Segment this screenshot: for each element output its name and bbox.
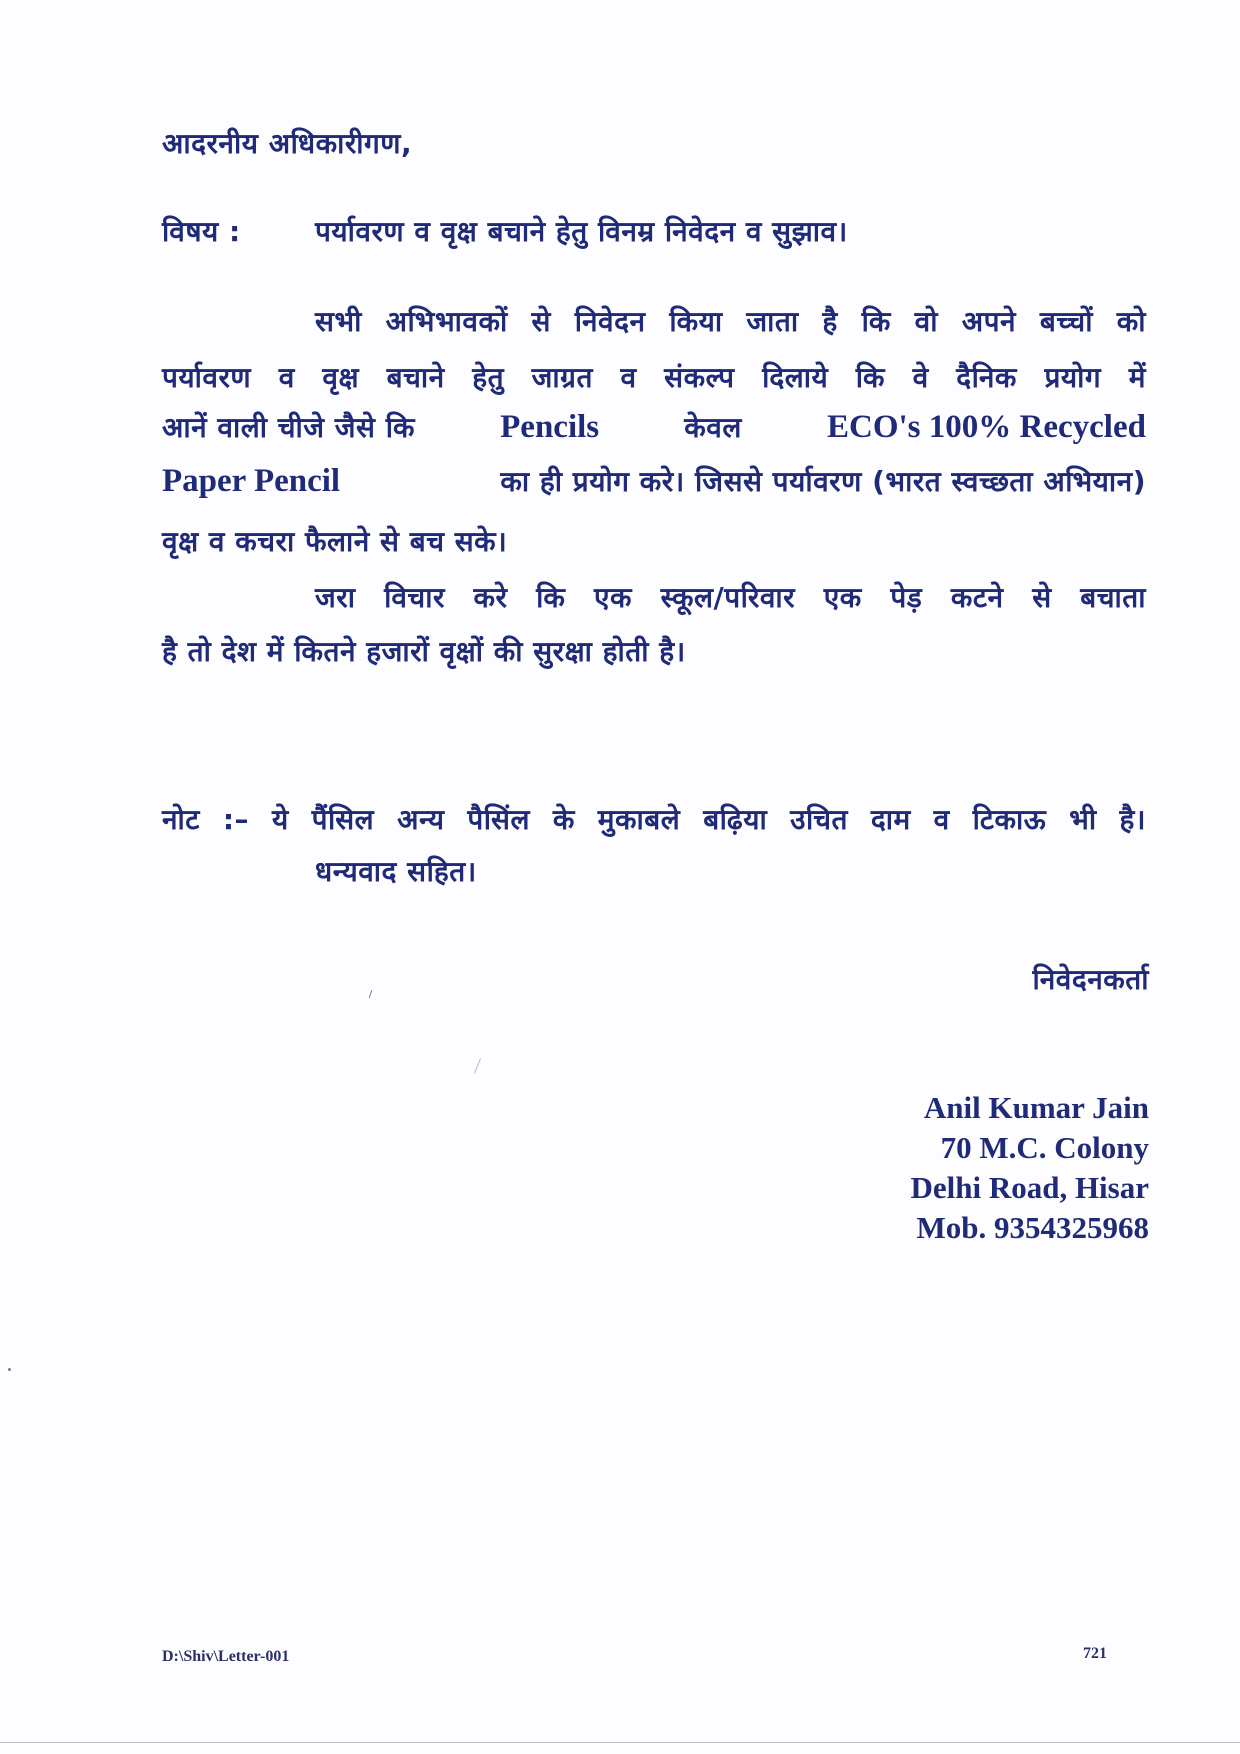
footer-page-number: 721 (1083, 1645, 1107, 1662)
closing: धन्यवाद सहित। (315, 855, 477, 888)
sender-name: Anil Kumar Jain (923, 1090, 1149, 1125)
sender-address-2: Delhi Road, Hisar (910, 1170, 1149, 1205)
sender-mobile: Mob. 9354325968 (916, 1210, 1149, 1245)
subject-text: पर्यावरण व वृक्ष बचाने हेतु विनम्र निवेदन व सुझाव। (315, 215, 848, 248)
footer-file-path: D:\Shiv\Letter-001 (162, 1648, 290, 1665)
scan-speck (474, 1058, 481, 1073)
scan-speck (369, 990, 373, 998)
line-3-eco-recycled: ECO's 100% Recycled (827, 409, 1146, 445)
line-3-text-a: आनें वाली चीजे जैसे कि (162, 411, 415, 444)
scan-speck (8, 1368, 11, 1371)
sender-address-1: 70 M.C. Colony (940, 1130, 1149, 1165)
page-bottom-edge (0, 1742, 1240, 1743)
line-3-pencils: Pencils (500, 409, 600, 445)
signatory-label: निवेदनकर्ता (1032, 963, 1149, 996)
line-4-text-b: का ही प्रयोग करे। जिससे पर्यावरण (भारत स्वच्छता अभियान) (500, 465, 1146, 498)
paragraph-2-line-1: जरा विचार करे कि एक स्कूल/परिवार एक पेड़ कटने से बचाता (315, 581, 1146, 614)
subject-label: विषय : (162, 215, 241, 248)
paragraph-1-line-3 (162, 408, 1146, 446)
note: नोट :– ये पैंसिल अन्य पैसिंल के मुकाबले बढ़िया उचित दाम व टिकाऊ भी है। (162, 803, 1146, 836)
line-4-paper-pencil: Paper Pencil (162, 463, 341, 499)
paragraph-1-line-2: पर्यावरण व वृक्ष बचाने हेतु जाग्रत व संकल्प दिलाये कि वे दैनिक प्रयोग में (162, 361, 1146, 394)
paragraph-1-line-4 (162, 462, 1146, 500)
line-3-text-c: केवल (684, 411, 742, 444)
salutation: आदरनीय अधिकारीगण, (162, 127, 413, 160)
paragraph-1-line-5: वृक्ष व कचरा फैलाने से बच सके। (162, 525, 508, 558)
paragraph-1-line-1: सभी अभिभावकों से निवेदन किया जाता है कि वो अपने बच्चों को (315, 305, 1146, 338)
paragraph-2-line-2: है तो देश में कितने हजारों वृक्षों की सुरक्षा होती है। (162, 635, 686, 668)
